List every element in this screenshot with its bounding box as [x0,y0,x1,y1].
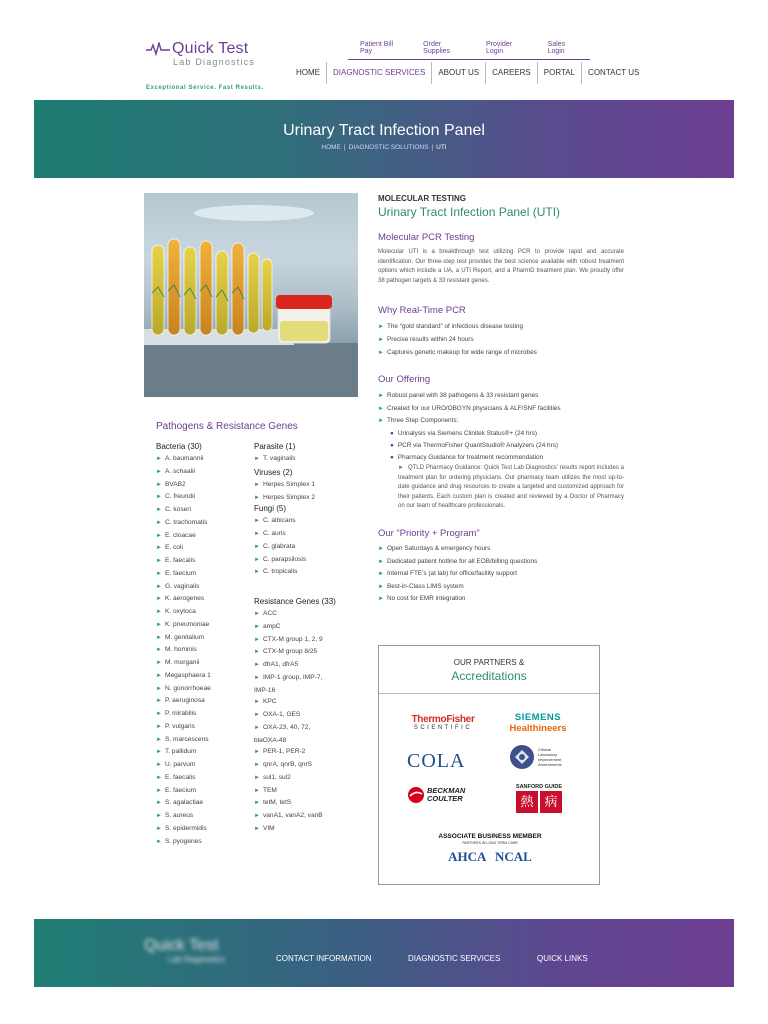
list-item [254,634,354,647]
triangle-bullet-icon: ► [156,456,162,462]
beckman-coulter-logo: BECKMAN COULTER [407,786,465,804]
pathogens-title: Pathogens & Resistance Genes [156,421,298,432]
triangle-bullet-icon: ► [254,712,260,718]
footer-diagnostic-services[interactable]: DIAGNOSTIC SERVICES [408,954,501,963]
why-heading: Why Real-Time PCR [378,305,466,317]
list-item [254,492,354,505]
list-item [254,566,354,579]
triangle-bullet-icon: ► [378,583,384,590]
triangle-bullet-icon: ► [378,336,384,343]
list-item-label: E. faecalis [164,773,196,781]
list-item [156,593,254,606]
list-item [254,554,354,567]
offering-heading: Our Offering [378,374,431,386]
list-item [378,334,624,347]
triangle-bullet-icon: ► [156,672,162,679]
list-item-label: tetM, tetS [262,799,292,807]
pathogens-section [156,421,356,848]
site-logo[interactable] [146,40,286,67]
list-item-label: N. gonorrhoeae [164,684,211,692]
triangle-bullet-icon: ► [254,481,260,488]
list-item [156,568,254,581]
pharmacy-guidance-text: ► QTLD Pharmacy Guidance: Quick Test Lab Diagnostics’ results report includes a treatment plan for ordering physicians. Our pharmacy team utilizes the most up-to-date guidance and drug resources to create a targeted and customized approach for their patients. Each custom plan is created and reviewed by a Doctor of Pharmacy on our team of healthcare professionals. [398,464,624,510]
list-item-label: G. vaginalis [164,582,200,590]
list-item [156,530,254,543]
list-item-label: T. vaginalis [262,455,296,462]
list-item-label: qnrA, qnrB, qnrS [262,761,313,768]
triangle-bullet-icon: ► [254,611,260,617]
order-supplies-link[interactable]: Order Supplies [423,41,451,55]
triangle-bullet-icon: ► [254,662,260,668]
triangle-bullet-icon: ► [254,787,260,794]
list-item [156,810,254,823]
resistance-list [254,608,354,836]
main-nav [290,62,645,84]
triangle-bullet-icon: ► [156,481,162,488]
list-item-label: Herpes Simplex 1 [262,480,315,488]
footer-contact-information[interactable]: CONTACT INFORMATION [276,954,372,963]
triangle-bullet-icon: ► [156,583,162,590]
step-item [378,428,624,440]
list-item [156,542,254,555]
why-list [378,321,624,359]
siemens-healthineers-logo: SIEMENS Healthineers [509,712,567,734]
triangle-bullet-icon: ► [254,531,260,537]
footer-logo[interactable]: Quick Test Lab Diagnostics [144,937,225,964]
test-tubes-illustration [144,193,358,397]
clia-logo: Clinical Laboratory Improvement Amendments [509,744,562,770]
triangle-bullet-icon: ► [254,518,260,525]
list-item-label: S. agalactiae [164,799,204,807]
list-item [156,491,254,504]
triangle-bullet-icon: ► [156,660,162,666]
list-item [156,555,254,568]
list-item-label: E. coli [164,544,183,552]
triangle-bullet-icon: ► [254,774,260,781]
triangle-bullet-icon: ► [254,456,260,462]
list-item [378,415,624,428]
list-item [254,621,354,634]
list-item-label: Robust panel with 38 pathogens & 33 resistant genes [386,392,539,400]
triangle-bullet-icon: ► [156,570,162,577]
triangle-bullet-icon: ► [156,609,162,615]
list-item-label: Precise results within 24 hours [386,335,474,343]
list-item [156,772,254,785]
list-item-label: ampC [262,622,281,630]
list-item-label: P. aeruginosa [164,697,205,705]
nav-home[interactable]: HOME [296,68,320,77]
list-item [156,606,254,619]
thermofisher-logo: ThermoFisher SCIENTIFIC [411,714,475,731]
list-item-label: PER-1, PER-2 [262,748,306,756]
triangle-bullet-icon: ► [156,800,162,807]
list-item-label: IMP-1 group, IMP-7, [262,673,323,681]
list-item [254,785,354,798]
list-item-label: Created for our URO/OBGYN physicians & ALF/SNF facilities [386,404,561,412]
list-item [254,772,354,785]
list-item-label: C. trachomatis [164,518,208,526]
triangle-bullet-icon: ► [156,519,162,526]
pcr-heading: Molecular PCR Testing [378,232,475,243]
list-item-label: Herpes Simplex 2 [262,493,315,501]
section-kicker: MOLECULAR TESTING [378,194,466,203]
triangle-bullet-icon: ► [156,723,162,730]
triangle-bullet-icon: ► [156,621,162,628]
footer-quick-links[interactable]: QUICK LINKS [537,954,588,963]
triangle-bullet-icon: ► [254,649,260,656]
list-item [378,556,624,569]
triangle-bullet-icon: ► [156,825,162,832]
list-item-label: BVAB2 [164,480,186,488]
list-item-label: Dedicated patient hotline for all EOB/billing questions [386,557,538,565]
triangle-bullet-icon: ► [378,393,384,400]
list-item-label: Best-in-Class LIMS system [386,582,464,590]
list-item-label: VIM [262,824,275,832]
list-item [156,708,254,721]
list-item [254,810,354,823]
list-item-label: No cost for EMR integration [386,595,466,603]
tagline: Exceptional Service. Fast Results. [146,85,264,91]
list-item [156,695,254,708]
bacteria-heading: Bacteria (30) [156,442,202,451]
list-item [254,696,354,709]
list-item-label: vanA1, vanA2, vanB [262,812,323,819]
breadcrumb: HOME | DIAGNOSTIC SOLUTIONS | UTI [321,144,447,151]
main-content [378,194,624,606]
list-item [254,515,354,528]
list-item [156,632,254,645]
triangle-bullet-icon: ► [254,724,260,731]
triangle-bullet-icon: ► [156,685,162,692]
list-item [254,797,354,810]
triangle-bullet-icon: ► [254,636,260,643]
triangle-bullet-icon: ► [156,813,162,819]
list-item-label: P. vulgaris [164,722,195,730]
list-item [254,672,354,685]
heartbeat-icon [146,42,170,56]
list-item-label: CTX-M group 1, 2, 9 [262,635,323,643]
logo-name: Quick Test [172,40,249,57]
patient-bill-pay-link[interactable]: Patient Bill Pay [360,41,394,55]
list-item-label: E. faecalis [164,557,196,564]
footer [34,919,734,987]
nav-contact-us[interactable]: CONTACT US [581,62,645,84]
triangle-bullet-icon: ► [156,749,162,756]
breadcrumb-diagnostic-solutions[interactable]: DIAGNOSTIC SOLUTIONS [348,144,429,151]
provider-login-link[interactable]: Provider Login [486,41,513,55]
list-item [254,746,354,759]
list-item-label: S. aureus [164,812,194,819]
list-item [156,619,254,632]
list-item [254,646,354,659]
steps-list [378,428,624,464]
triangle-bullet-icon: ► [156,507,162,513]
list-item [254,528,354,541]
triangle-bullet-icon: ► [378,571,384,578]
triangle-bullet-icon: ► [254,623,260,630]
list-item-label: C. freundii [164,493,196,501]
triangle-bullet-icon: ► [156,711,162,717]
list-item [378,390,624,403]
list-item [156,759,254,772]
bacteria-list [156,453,254,848]
hero-banner [34,100,734,178]
lab-photo [144,193,358,397]
list-item-label: E. faecium [164,786,197,794]
list-item-label: C. albicans [262,517,296,525]
list-item-label: TEM [262,786,277,794]
list-item [156,683,254,696]
triangle-bullet-icon: ► [378,349,384,356]
list-item [378,593,624,606]
list-item [378,568,624,581]
list-item [156,746,254,759]
list-item-label: sul1, sul2 [262,773,291,781]
triangle-bullet-icon: ► [378,558,384,565]
list-item-label: ACC [262,610,277,617]
page-title: Urinary Tract Infection Panel [283,122,485,139]
dot-bullet-icon: ● [390,453,394,461]
priority-heading: Our “Priority + Program” [378,527,480,539]
list-item [254,759,354,772]
fungi-heading: Fungi (5) [254,504,287,514]
priority-list [378,543,624,606]
partners-kicker: OUR PARTNERS & [453,658,525,667]
list-item [156,785,254,798]
triangle-bullet-icon: ► [254,674,260,681]
partners-box [378,645,600,885]
triangle-bullet-icon: ► [156,468,162,475]
list-item [378,403,624,416]
list-item-label: M. hominis [164,646,197,654]
triangle-bullet-icon: ► [378,405,384,412]
parasite-list [254,453,354,466]
list-item [156,734,254,747]
list-item [254,608,354,621]
step-item [378,440,624,452]
resistance-heading: Resistance Genes (33) [254,597,336,606]
nav-diagnostic-services[interactable]: DIAGNOSTIC SERVICES [326,62,431,84]
list-item [254,709,354,722]
triangle-bullet-icon: ► [254,825,260,832]
partners-title: Accreditations [451,669,527,683]
associate-member-logo: ASSOCIATE BUSINESS MEMBER PARTNERS IN LONG TERM CARE AHCA NCAL [438,833,542,864]
list-item [156,670,254,683]
list-item [156,479,254,492]
list-item [156,504,254,517]
clia-seal-icon [509,744,535,770]
list-item-label: S. pyogenes [164,837,202,845]
list-item-label: Three Step Components: [386,417,459,425]
nav-portal[interactable]: PORTAL [537,62,581,84]
triangle-bullet-icon: ► [254,543,260,550]
list-item-continuation: blaOXA-48 [254,736,287,744]
list-item-label: K. oxytoca [164,608,196,615]
list-item-label: Megasphaera 1 [164,671,211,679]
breadcrumb-home[interactable]: HOME [321,144,341,151]
step-label: Pharmacy Guidance for treatment recommendation [397,453,544,461]
list-item-label: CTX-M group 8/25 [262,648,318,656]
list-item-label: Captures genetic makeup for wide range of microbes [386,348,537,356]
list-item [156,721,254,734]
list-item-label: C. glabrata [262,542,296,550]
list-item-label: E. cloacae [164,531,196,539]
triangle-bullet-icon: ► [156,532,162,539]
list-item [156,797,254,810]
list-item [254,479,354,492]
triangle-bullet-icon: ► [254,749,260,756]
fungi-list [254,515,354,579]
triangle-bullet-icon: ► [156,634,162,641]
list-item [156,466,254,479]
list-item [254,659,354,672]
triangle-bullet-icon: ► [254,813,260,819]
triangle-bullet-icon: ► [156,698,162,705]
list-item-label: K. aerogenes [164,595,205,603]
list-item [378,321,624,334]
triangle-bullet-icon: ► [156,736,162,743]
list-item [156,823,254,836]
list-item [156,517,254,530]
step-item [378,452,624,464]
list-item-label: K. pneumoniae [164,620,210,628]
step-label: PCR via ThermoFisher QuantStudio® Analyzers (24 hrs) [397,441,559,449]
list-item-label: T. pallidum [164,748,197,756]
pcr-description: Molecular UTI is a breakthrough test utilizing PCR to provide rapid and accurate identification. Our three-step test provides the best science available with robust treatment options which include a UA, a UTI Report, and a PharmD treatment plan. We proudly offer 38 pathogen targets & 33 resistant genes. [378,249,624,284]
list-item-label: M. morganii [164,659,200,666]
triangle-bullet-icon: ► [378,418,384,425]
triangle-bullet-icon: ► [254,569,260,576]
dot-bullet-icon: ● [390,429,394,437]
triangle-bullet-icon: ► [378,324,384,331]
triangle-bullet-icon: ► [254,494,260,501]
list-item-label: U. parvum [164,761,196,768]
triangle-bullet-icon: ► [156,838,162,845]
offering-list [378,390,624,428]
list-item [254,453,354,466]
dot-bullet-icon: ● [390,441,394,449]
viruses-list [254,479,354,505]
list-item-label: C. auris [262,530,286,537]
list-item-label: P. mirabilis [164,710,197,717]
nav-about-us[interactable]: ABOUT US [431,62,485,84]
other-column [254,442,354,848]
cola-logo: COLA [407,750,466,772]
list-item-label: dfrA1, dfrA5 [262,661,299,668]
triangle-bullet-icon: ► [156,647,162,654]
bacteria-column [156,442,254,848]
triangle-bullet-icon: ► [156,774,162,781]
triangle-bullet-icon: ► [254,699,260,706]
list-item-label: OXA-1, GES [262,711,301,718]
list-item [254,541,354,554]
triangle-bullet-icon: ► [156,596,162,603]
list-item-label: E. faecium [164,569,197,577]
sales-login-link[interactable]: Sales Login [547,41,566,55]
list-item [254,823,354,836]
beckman-swoosh-icon [407,786,425,804]
triangle-bullet-icon: ► [156,494,162,501]
list-item-label: A. schaalii [164,467,196,475]
list-item [156,453,254,466]
triangle-bullet-icon: ► [156,787,162,794]
utility-links [348,41,590,60]
viruses-heading: Viruses (2) [254,467,293,477]
panel-title: Urinary Tract Infection Panel (UTI) [378,205,561,219]
list-item [156,644,254,657]
breadcrumb-current: UTI [436,144,447,151]
step-label: Urinalysis via Siemens Clinitek Status®+ (24 hrs) [397,429,538,437]
triangle-bullet-icon: ► [254,800,260,807]
list-item-label: S. epidermidis [164,824,207,832]
triangle-bullet-icon: ► [378,545,384,552]
list-item [378,347,624,360]
list-item-label: OXA-23, 40, 72, [262,723,311,731]
list-item-label: Open Saturdays & emergency hours [386,544,491,552]
triangle-bullet-icon: ► [156,762,162,768]
triangle-bullet-icon: ► [156,558,162,564]
sanford-guide-logo: SANFORD GUIDE 熱 病 [511,784,567,813]
list-item-label: C. koseri [164,506,191,513]
list-item [156,836,254,849]
list-item-continuation: IMP-16 [254,686,276,694]
list-item-label: C. parapsilosis [262,555,307,563]
triangle-bullet-icon: ► [156,545,162,552]
list-item-label: M. genitalium [164,633,205,641]
list-item-label: C. tropicalis [262,568,298,576]
list-item-label: Internal FTE’s (at lab) for office/facility support [386,570,518,578]
triangle-bullet-icon: ► [254,762,260,768]
parasite-heading: Parasite (1) [254,442,296,451]
logo-subtitle: Lab Diagnostics [173,57,256,67]
list-item-label: KPC [262,698,277,706]
list-item-label: The “gold standard” of infectious disease testing [386,323,524,331]
list-item-label: A. baumannii [164,455,204,462]
nav-careers[interactable]: CAREERS [485,62,537,84]
triangle-bullet-icon: ► [378,596,384,603]
list-item [156,657,254,670]
list-item [378,543,624,556]
list-item-label: S. marcescens [164,735,209,743]
list-item [156,581,254,594]
triangle-bullet-icon: ► [254,556,260,563]
list-item [254,722,354,735]
list-item [378,581,624,594]
